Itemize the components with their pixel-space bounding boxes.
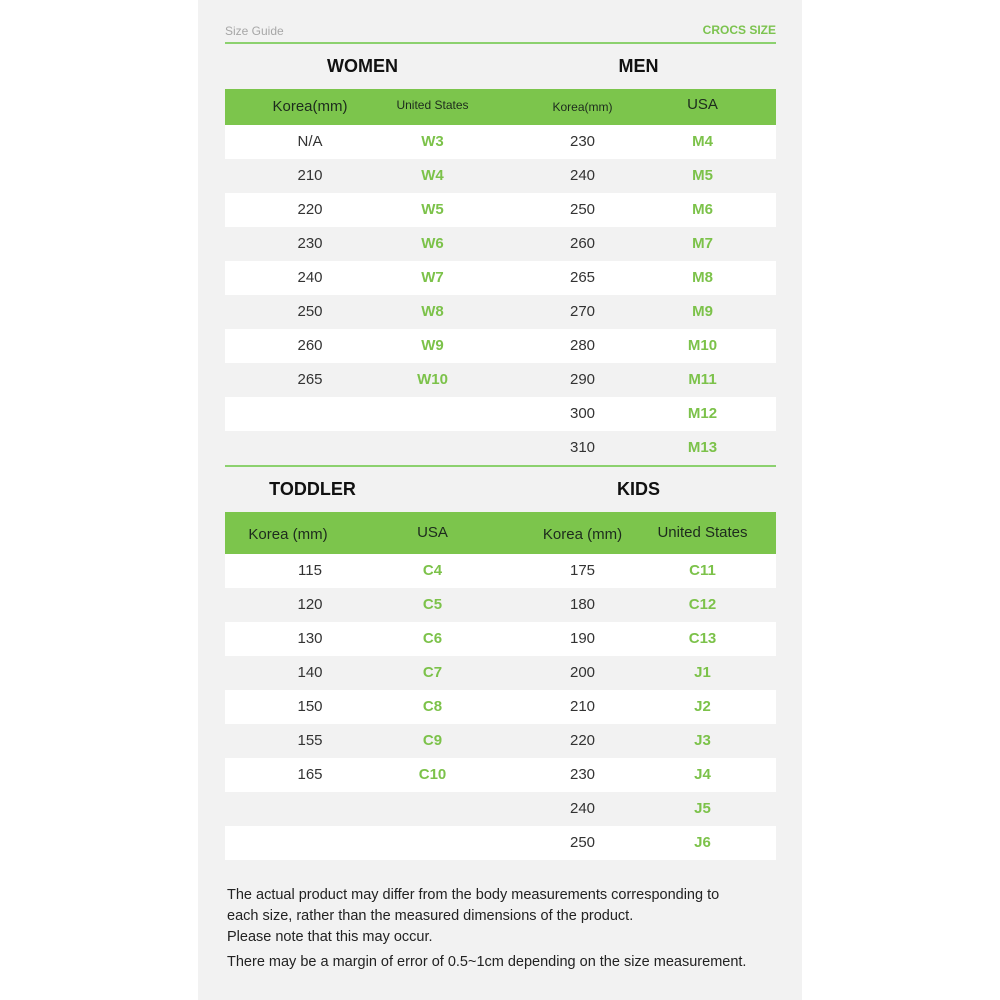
- us-size-cell: C13: [688, 630, 717, 647]
- table-row: [225, 193, 776, 227]
- korea-size-cell: 190: [569, 630, 596, 647]
- korea-size-cell: 230: [569, 766, 596, 783]
- table-row: [225, 656, 776, 690]
- toddler-title: TODDLER: [269, 479, 356, 499]
- table-header: [225, 512, 776, 554]
- us-size-cell: C10: [418, 766, 447, 783]
- table-row: [225, 431, 776, 465]
- korea-size-cell: 265: [569, 269, 596, 286]
- us-size-cell: C9: [422, 732, 443, 749]
- us-size-cell: C11: [689, 562, 716, 579]
- korea-size-cell: 130: [297, 630, 323, 647]
- table-row: [225, 329, 776, 363]
- table-row: [225, 588, 776, 622]
- table-row: [225, 758, 776, 792]
- korea-size-cell: 180: [569, 596, 596, 613]
- toddler-kids-table: [225, 512, 776, 860]
- korea-size-cell: 210: [297, 167, 323, 184]
- top-section-titles: [225, 52, 776, 82]
- korea-size-cell: 240: [569, 800, 596, 817]
- header-korea-toddler: Korea (mm): [248, 526, 328, 543]
- table-row: [225, 227, 776, 261]
- us-size-cell: C12: [688, 596, 717, 613]
- us-size-cell: W6: [421, 235, 444, 252]
- korea-size-cell: 175: [569, 562, 596, 579]
- note-line: Please note that this may occur.: [227, 929, 433, 945]
- us-size-cell: M5: [692, 167, 713, 184]
- korea-size-cell: 290: [569, 371, 596, 388]
- table-row: [225, 622, 776, 656]
- korea-size-cell: 240: [569, 167, 596, 184]
- us-size-cell: J5: [694, 800, 711, 817]
- us-size-cell: C5: [422, 596, 443, 613]
- korea-size-cell: 310: [569, 439, 596, 456]
- table-row: [225, 724, 776, 758]
- note-line: each size, rather than the measured dimensions of the product.: [227, 908, 634, 924]
- us-size-cell: W4: [421, 167, 444, 184]
- us-size-cell: W5: [421, 201, 444, 218]
- header-korea-women: Korea(mm): [272, 98, 348, 115]
- us-size-cell: J1: [694, 664, 711, 681]
- table-row: [225, 295, 776, 329]
- us-size-cell: M13: [687, 439, 718, 456]
- korea-size-cell: 260: [297, 337, 323, 354]
- korea-size-cell: 265: [297, 371, 323, 388]
- korea-size-cell: 200: [569, 664, 596, 681]
- korea-size-cell: 220: [297, 201, 323, 218]
- header-usa-men: USA: [687, 96, 718, 113]
- korea-size-cell: 250: [569, 834, 596, 851]
- header-usa-toddler: USA: [417, 524, 448, 541]
- note-line: The actual product may differ from the body measurements corresponding to: [227, 887, 720, 903]
- table-row: [225, 363, 776, 397]
- korea-size-cell: 140: [297, 664, 323, 681]
- korea-size-cell: 165: [297, 766, 323, 783]
- header-korea-kids: Korea (mm): [542, 526, 623, 543]
- us-size-cell: J3: [694, 732, 711, 749]
- us-size-cell: M8: [692, 269, 713, 286]
- us-size-cell: W8: [421, 303, 444, 320]
- table-row: [225, 397, 776, 431]
- korea-size-cell: 260: [569, 235, 596, 252]
- table-row: [225, 125, 776, 159]
- korea-size-cell: 300: [569, 405, 596, 422]
- us-size-cell: C7: [422, 664, 443, 681]
- us-size-cell: W9: [421, 337, 444, 354]
- table-row: [225, 554, 776, 588]
- notes: [227, 885, 787, 973]
- korea-size-cell: 280: [569, 337, 596, 354]
- header-korea-men: Korea(mm): [552, 100, 613, 114]
- korea-size-cell: 270: [569, 303, 596, 320]
- note-line: There may be a margin of error of 0.5~1cm depending on the size measurement.: [227, 954, 747, 970]
- us-size-cell: J2: [694, 698, 711, 715]
- table-row: [225, 159, 776, 193]
- header-us-women: United States: [396, 98, 469, 112]
- korea-size-cell: 250: [569, 201, 596, 218]
- korea-size-cell: 210: [569, 698, 596, 715]
- korea-size-cell: 230: [297, 235, 323, 252]
- women-title: WOMEN: [327, 56, 398, 76]
- us-size-cell: C8: [422, 698, 443, 715]
- korea-size-cell: 115: [298, 562, 322, 579]
- table-row: [225, 690, 776, 724]
- korea-size-cell: 150: [297, 698, 323, 715]
- korea-size-cell: 155: [297, 732, 323, 749]
- korea-size-cell: 120: [297, 596, 323, 613]
- header-us-kids: United States: [657, 524, 748, 541]
- us-size-cell: M12: [687, 405, 718, 422]
- us-size-cell: M7: [692, 235, 713, 252]
- korea-size-cell: 230: [569, 133, 596, 150]
- kids-title: KIDS: [616, 479, 660, 499]
- size-guide-header: [225, 18, 776, 44]
- table-row: [225, 826, 776, 860]
- men-title: MEN: [618, 56, 659, 76]
- us-size-cell: J4: [694, 766, 711, 783]
- women-men-table: [225, 89, 776, 465]
- korea-size-cell: N/A: [297, 133, 323, 150]
- us-size-cell: W3: [421, 133, 444, 150]
- us-size-cell: C6: [422, 630, 443, 647]
- us-size-cell: W10: [417, 371, 448, 388]
- us-size-cell: M4: [692, 133, 713, 150]
- us-size-cell: M10: [687, 337, 718, 354]
- us-size-cell: M9: [692, 303, 713, 320]
- table-row: [225, 792, 776, 826]
- us-size-cell: M11: [688, 371, 717, 388]
- us-size-cell: C4: [422, 562, 443, 579]
- us-size-cell: J6: [694, 834, 711, 851]
- crocs-size-label: CROCS SIZE: [702, 23, 776, 37]
- section-divider: [225, 465, 776, 467]
- us-size-cell: W7: [421, 269, 444, 286]
- table-row: [225, 261, 776, 295]
- size-guide-label: Size Guide: [225, 24, 284, 38]
- korea-size-cell: 250: [297, 303, 323, 320]
- table-header: [225, 89, 776, 125]
- us-size-cell: M6: [692, 201, 713, 218]
- korea-size-cell: 240: [297, 269, 323, 286]
- bottom-section-titles: [225, 475, 776, 505]
- korea-size-cell: 220: [569, 732, 596, 749]
